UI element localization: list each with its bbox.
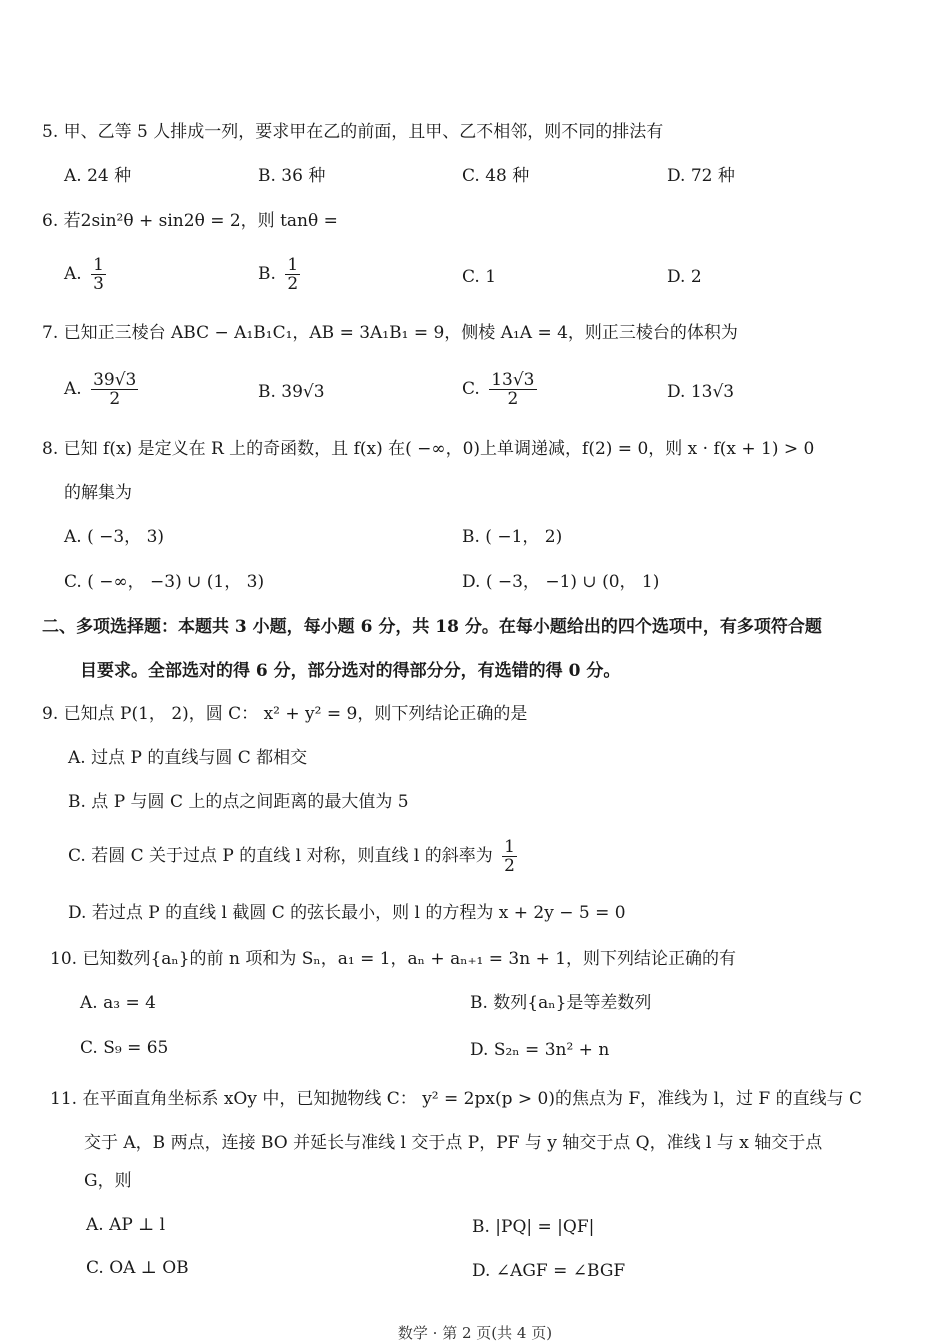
q11-option-c: C. OA ⊥ OB — [86, 1258, 189, 1278]
q11-stem-line3: G，则 — [84, 1171, 132, 1191]
q9-option-d: D. 若过点 P 的直线 l 截圆 C 的弦长最小，则 l 的方程为 x + 2y − 5 = 0 — [68, 903, 626, 923]
q7-stem: 7. 已知正三棱台 ABC − A₁B₁C₁，AB = 3A₁B₁ = 9，侧棱 A₁A = 4，则正三棱台的体积为 — [42, 323, 738, 343]
q8-option-d: D. ( −3， −1) ∪ (0， 1) — [462, 572, 660, 592]
q7-a-den: 2 — [109, 389, 121, 409]
q6-option-d: D. 2 — [667, 267, 702, 287]
q6-a-den: 3 — [93, 274, 104, 294]
q5-option-a: A. 24 种 — [64, 166, 132, 186]
q11-stem-line2: 交于 A，B 两点，连接 BO 并延长与准线 l 交于点 P，PF 与 y 轴交于点 Q，准线 l 与 x 轴交于点 — [84, 1133, 823, 1153]
q10-option-d: D. S₂ₙ = 3n² + n — [470, 1040, 610, 1060]
section2-heading-line1: 二、多项选择题：本题共 3 小题，每小题 6 分，共 18 分。在每小题给出的四个选项中，有多项符合题 — [42, 617, 822, 637]
q11-stem-line1: 11. 在平面直角坐标系 xOy 中，已知抛物线 C： y² = 2px(p > 0)的焦点为 F，准线为 l，过 F 的直线与 C — [50, 1089, 863, 1109]
q7-option-a — [64, 371, 138, 408]
q7-c-den: 2 — [507, 389, 519, 409]
q6-a-fraction — [91, 256, 106, 293]
q7-c-num: 13√3 — [491, 370, 535, 390]
q11-option-d: D. ∠AGF = ∠BGF — [472, 1261, 626, 1281]
q6-option-b — [258, 256, 300, 293]
q9-stem: 9. 已知点 P(1， 2)，圆 C： x² + y² = 9，则下列结论正确的是 — [42, 704, 528, 724]
q10-option-a: A. a₃ = 4 — [80, 993, 156, 1013]
q6-a-num: 1 — [93, 255, 104, 275]
q7-a-label: A. — [64, 379, 82, 399]
q10-option-b: B. 数列{aₙ}是等差数列 — [470, 993, 652, 1013]
q9-c-text: C. 若圆 C 关于过点 P 的直线 l 对称，则直线 l 的斜率为 — [68, 846, 493, 866]
q5-option-b: B. 36 种 — [258, 166, 326, 186]
q6-b-label: B. — [258, 264, 276, 284]
q7-option-d: D. 13√3 — [667, 382, 735, 402]
q9-c-num: 1 — [504, 837, 515, 857]
q6-b-fraction — [285, 256, 300, 293]
q7-option-b: B. 39√3 — [258, 382, 325, 402]
section2-heading-line2: 目要求。全部选对的得 6 分，部分选对的得部分分，有选错的得 0 分。 — [80, 661, 621, 681]
q5-stem: 5. 甲、乙等 5 人排成一列，要求甲在乙的前面，且甲、乙不相邻，则不同的排法有 — [42, 122, 664, 142]
q8-stem-line1: 8. 已知 f(x) 是定义在 R 上的奇函数，且 f(x) 在( −∞，0)上单调递减，f(2) = 0，则 x · f(x + 1) > 0 — [42, 439, 815, 459]
q11-option-b: B. |PQ| = |QF| — [472, 1217, 595, 1237]
q6-stem: 6. 若2sin²θ + sin2θ = 2，则 tanθ = — [42, 211, 338, 231]
q8-option-a: A. ( −3， 3) — [64, 527, 165, 547]
q9-c-den: 2 — [504, 856, 515, 876]
q9-option-c — [68, 838, 517, 875]
q11-option-a: A. AP ⊥ l — [86, 1215, 166, 1235]
q6-b-num: 1 — [287, 255, 299, 275]
q9-option-b: B. 点 P 与圆 C 上的点之间距离的最大值为 5 — [68, 792, 409, 812]
q10-stem: 10. 已知数列{aₙ}的前 n 项和为 Sₙ，a₁ = 1，aₙ + aₙ₊₁ = 3n + 1，则下列结论正确的有 — [50, 949, 737, 969]
q6-option-a — [64, 256, 106, 293]
q9-c-fraction — [502, 838, 517, 875]
q7-a-fraction — [91, 371, 138, 408]
page-footer: 数学 · 第 2 页(共 4 页) — [397, 1324, 553, 1342]
q5-option-d: D. 72 种 — [667, 166, 735, 186]
q8-option-b: B. ( −1， 2) — [462, 527, 563, 547]
q10-option-c: C. S₉ = 65 — [80, 1038, 169, 1058]
q8-option-c: C. ( −∞， −3) ∪ (1， 3) — [64, 572, 265, 592]
q6-b-den: 2 — [287, 274, 299, 294]
q7-c-fraction — [489, 371, 536, 408]
q6-a-label: A. — [64, 264, 82, 284]
q9-option-a: A. 过点 P 的直线与圆 C 都相交 — [68, 748, 308, 768]
q6-option-c: C. 1 — [462, 267, 497, 287]
q7-c-label: C. — [462, 379, 480, 399]
q7-option-c — [462, 371, 537, 408]
q5-option-c: C. 48 种 — [462, 166, 530, 186]
q8-stem-line2: 的解集为 — [64, 483, 132, 503]
q7-a-num: 39√3 — [93, 370, 137, 390]
